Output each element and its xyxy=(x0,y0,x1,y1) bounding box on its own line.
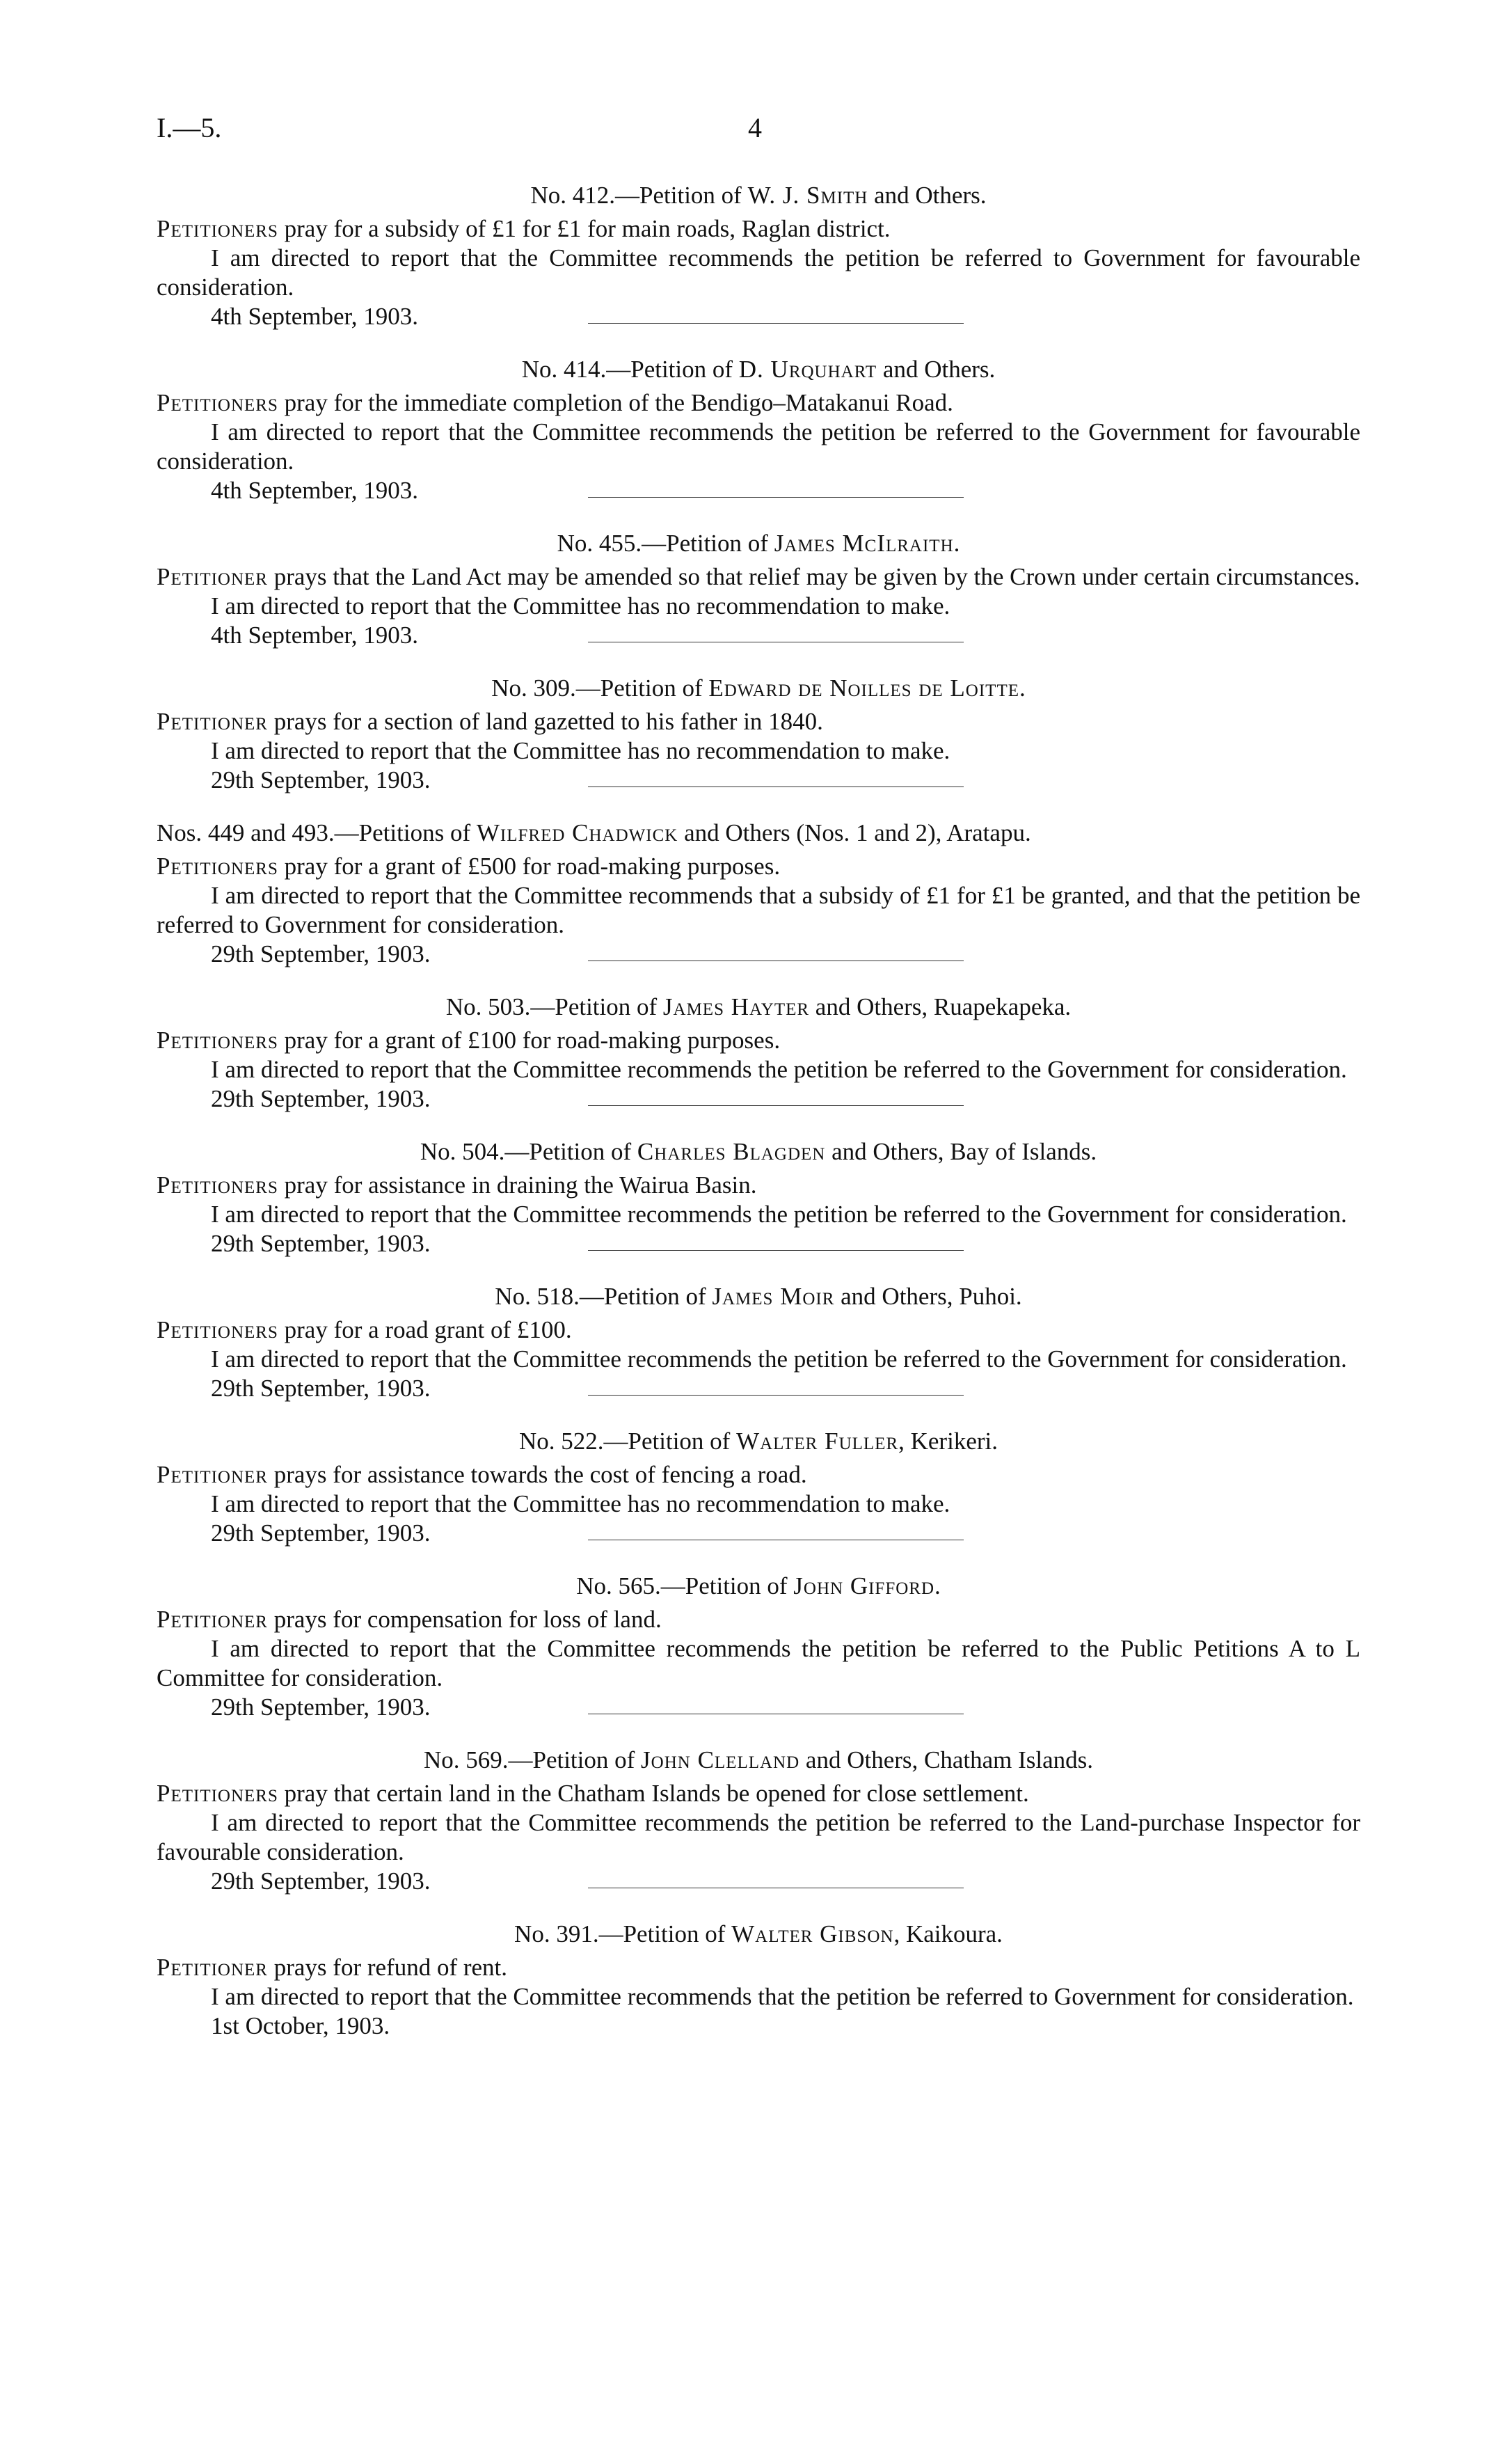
committee-report: I am directed to report that the Committee has no recommendation to make. xyxy=(211,1490,950,1517)
petition-number: No. 309.—Petition of xyxy=(491,674,703,702)
report-date: 4th September, 1903. xyxy=(211,622,418,649)
petition-number: No. 565.—Petition of xyxy=(576,1572,788,1599)
petition-heading xyxy=(157,1427,1360,1456)
petitioner-name: Wilfred Chadwick xyxy=(476,819,678,846)
petition-entry xyxy=(157,819,1360,969)
petition-heading xyxy=(157,674,1360,703)
petition-number: No. 503.—Petition of xyxy=(445,993,658,1020)
petition-entry xyxy=(157,1746,1360,1896)
petitioner-label: Petitioner xyxy=(157,1606,268,1633)
report-date: 29th September, 1903. xyxy=(211,1230,431,1257)
report-date: 29th September, 1903. xyxy=(211,1867,431,1895)
report-date: 29th September, 1903. xyxy=(211,1085,431,1112)
prayer-text: pray for a grant of £500 for road-making purposes. xyxy=(284,853,781,880)
section-divider xyxy=(588,323,964,324)
petitioner-label: Petitioners xyxy=(157,1316,278,1343)
petition-number: No. 504.—Petition of xyxy=(420,1138,632,1165)
committee-report: I am directed to report that the Committee recommends the petition be referred to the Public Petitions A to L Committee for consideration. xyxy=(157,1635,1360,1691)
petition-suffix: and Others, Bay of Islands. xyxy=(831,1138,1097,1165)
petition-entry xyxy=(157,1920,1360,2041)
petitioner-name: Charles Blagden xyxy=(637,1138,826,1165)
petitioner-name: James Moir xyxy=(712,1283,835,1310)
petition-entry xyxy=(157,1282,1360,1403)
petition-prayer xyxy=(157,214,1360,244)
petitioner-name: Edward de Noilles de Loitte xyxy=(708,674,1019,702)
petitioner-label: Petitioners xyxy=(157,1171,278,1199)
committee-report: I am directed to report that the Committee recommends the petition be referred to Government for favourable consideration. xyxy=(157,244,1360,301)
prayer-text: prays for assistance towards the cost of fencing a road. xyxy=(273,1461,807,1488)
report-date: 4th September, 1903. xyxy=(211,303,418,330)
committee-report: I am directed to report that the Committee has no recommendation to make. xyxy=(211,737,950,764)
page-header xyxy=(0,111,1512,153)
petition-suffix: and Others. xyxy=(882,356,996,383)
petition-suffix: . xyxy=(953,530,960,557)
petition-prayer xyxy=(157,1460,1360,1489)
date-row xyxy=(157,1229,1360,1258)
committee-report: I am directed to report that the Committee has no recommendation to make. xyxy=(211,592,950,619)
petition-heading xyxy=(157,181,1360,210)
report-date: 4th September, 1903. xyxy=(211,477,418,504)
prayer-text: prays for a section of land gazetted to his father in 1840. xyxy=(273,708,823,735)
date-row xyxy=(157,621,1360,650)
petition-suffix: , Kerikeri. xyxy=(898,1428,998,1455)
committee-report: I am directed to report that the Committee recommends the petition be referred to the Government for consideration. xyxy=(211,1201,1347,1228)
petitioner-label: Petitioners xyxy=(157,1780,278,1807)
petitioner-label: Petitioners xyxy=(157,1027,278,1054)
petitioner-name: D. Urquhart xyxy=(738,356,877,383)
committee-report: I am directed to report that the Committee recommends that a subsidy of £1 for £1 be granted, and that the petition be referred to Government for consideration. xyxy=(157,882,1360,938)
date-row xyxy=(157,940,1360,969)
petition-heading xyxy=(157,355,1360,384)
petition-number: No. 412.—Petition of xyxy=(530,182,742,209)
petitions-list xyxy=(157,181,1360,2064)
prayer-text: pray for a subsidy of £1 for £1 for main roads, Raglan district. xyxy=(284,215,891,242)
date-row xyxy=(157,1693,1360,1722)
petitioner-name: Walter Gibson xyxy=(731,1920,894,1947)
prayer-text: pray for a road grant of £100. xyxy=(284,1316,572,1343)
petition-number: No. 569.—Petition of xyxy=(423,1746,635,1773)
petition-entry xyxy=(157,529,1360,650)
petition-suffix: . xyxy=(934,1572,941,1599)
petition-entry xyxy=(157,1572,1360,1722)
petition-heading xyxy=(157,1746,1360,1775)
prayer-text: prays for refund of rent. xyxy=(273,1954,508,1981)
committee-report: I am directed to report that the Committee recommends the petition be referred to the Land-purchase Inspector for favourable consideration. xyxy=(157,1809,1360,1865)
petition-number: No. 455.—Petition of xyxy=(557,530,768,557)
petitioner-name: James McIlraith xyxy=(774,530,954,557)
petition-suffix: and Others, Chatham Islands. xyxy=(805,1746,1094,1773)
section-divider xyxy=(588,1395,964,1396)
report-date: 29th September, 1903. xyxy=(211,940,431,967)
petition-heading xyxy=(157,1572,1360,1601)
petition-prayer xyxy=(157,1605,1360,1634)
date-row xyxy=(157,1519,1360,1548)
petition-suffix: . xyxy=(1019,674,1026,702)
petition-prayer xyxy=(157,388,1360,418)
petition-suffix: and Others, Ruapekapeka. xyxy=(815,993,1072,1020)
date-row xyxy=(157,1374,1360,1403)
petitioner-name: Walter Fuller xyxy=(736,1428,899,1455)
petitioner-label: Petitioners xyxy=(157,215,278,242)
petition-entry xyxy=(157,1427,1360,1548)
petition-heading xyxy=(157,993,1360,1022)
prayer-text: prays for compensation for loss of land. xyxy=(273,1606,662,1633)
petitioner-label: Petitioner xyxy=(157,563,268,590)
prayer-text: pray for a grant of £100 for road-making purposes. xyxy=(284,1027,781,1054)
page-number: 4 xyxy=(748,112,762,143)
petition-entry xyxy=(157,993,1360,1114)
petition-suffix: and Others. xyxy=(874,182,987,209)
report-date: 29th September, 1903. xyxy=(211,1519,431,1547)
committee-report: I am directed to report that the Committee recommends the petition be referred to the Government for favourable consideration. xyxy=(157,418,1360,475)
committee-report: I am directed to report that the Committee recommends the petition be referred to the Government for consideration. xyxy=(211,1056,1347,1083)
petitioner-name: John Clelland xyxy=(641,1746,800,1773)
petition-heading xyxy=(157,1920,1360,1949)
document-reference: I.—5. xyxy=(157,112,222,143)
petition-heading xyxy=(157,1137,1360,1167)
petition-prayer xyxy=(157,562,1360,592)
petition-suffix: and Others, Puhoi. xyxy=(841,1283,1022,1310)
petition-heading xyxy=(157,1282,1360,1311)
petition-heading xyxy=(157,819,1360,848)
petition-suffix: and Others (Nos. 1 and 2), Aratapu. xyxy=(684,819,1031,846)
report-date: 29th September, 1903. xyxy=(211,1693,431,1721)
petition-number: No. 391.—Petition of xyxy=(514,1920,726,1947)
petition-prayer xyxy=(157,707,1360,736)
petition-prayer xyxy=(157,1026,1360,1055)
report-date: 29th September, 1903. xyxy=(211,766,431,793)
prayer-text: pray for the immediate completion of the Bendigo–Matakanui Road. xyxy=(284,389,953,416)
petitioner-label: Petitioner xyxy=(157,1954,268,1981)
prayer-text: pray that certain land in the Chatham Islands be opened for close settlement. xyxy=(284,1780,1029,1807)
committee-report: I am directed to report that the Committee recommends that the petition be referred to Government for consideration. xyxy=(211,1983,1354,2010)
petition-prayer xyxy=(157,1779,1360,1808)
petition-entry xyxy=(157,355,1360,505)
petition-prayer xyxy=(157,1171,1360,1200)
petition-number: No. 522.—Petition of xyxy=(519,1428,731,1455)
petition-suffix: , Kaikoura. xyxy=(893,1920,1003,1947)
petitioner-name: John Gifford xyxy=(793,1572,935,1599)
petition-entry xyxy=(157,181,1360,331)
petitioner-label: Petitioner xyxy=(157,708,268,735)
committee-report: I am directed to report that the Committee recommends the petition be referred to the Government for consideration. xyxy=(211,1345,1347,1373)
petition-prayer xyxy=(157,852,1360,881)
petitioner-label: Petitioners xyxy=(157,853,278,880)
petition-number: Nos. 449 and 493.—Petitions of xyxy=(157,819,471,846)
prayer-text: pray for assistance in draining the Wairua Basin. xyxy=(284,1171,757,1199)
report-date: 29th September, 1903. xyxy=(211,1375,431,1402)
date-row xyxy=(157,1867,1360,1896)
petition-heading xyxy=(157,529,1360,558)
petition-entry xyxy=(157,674,1360,795)
date-row xyxy=(157,476,1360,505)
date-row xyxy=(157,1084,1360,1114)
date-row xyxy=(157,766,1360,795)
petition-prayer xyxy=(157,1315,1360,1345)
petition-number: No. 518.—Petition of xyxy=(495,1283,706,1310)
petition-entry xyxy=(157,1137,1360,1258)
petitioner-label: Petitioners xyxy=(157,389,278,416)
petitioner-name: W. J. Smith xyxy=(747,182,868,209)
section-divider xyxy=(588,1250,964,1251)
section-divider xyxy=(588,497,964,498)
petition-number: No. 414.—Petition of xyxy=(521,356,733,383)
section-divider xyxy=(588,1105,964,1106)
prayer-text: prays that the Land Act may be amended so that relief may be given by the Crown under certain circumstances. xyxy=(273,563,1360,590)
petition-prayer xyxy=(157,1953,1360,1982)
petitioner-name: James Hayter xyxy=(662,993,810,1020)
date-row xyxy=(157,302,1360,331)
report-date: 1st October, 1903. xyxy=(211,2012,390,2039)
petitioner-label: Petitioner xyxy=(157,1461,268,1488)
date-row xyxy=(157,2012,1360,2041)
